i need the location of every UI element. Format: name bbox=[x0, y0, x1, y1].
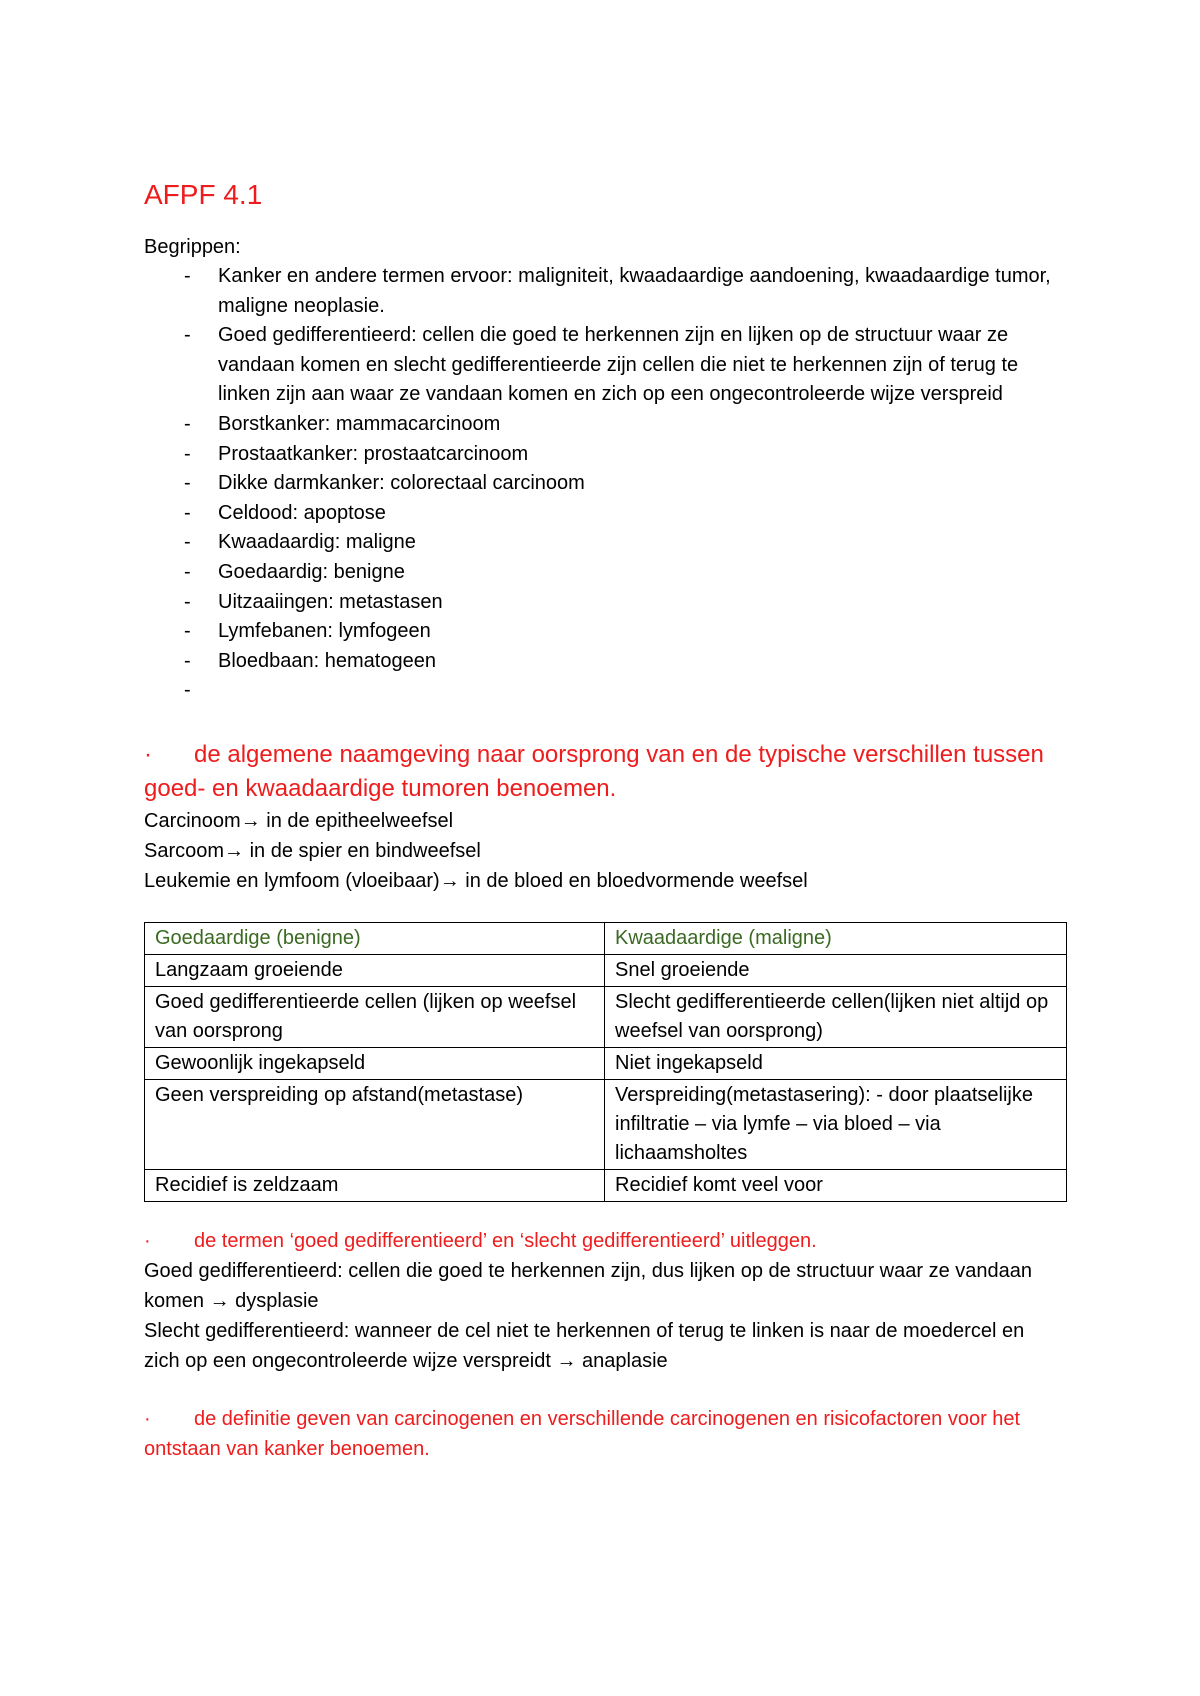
document-page bbox=[144, 178, 1064, 1464]
arrow-right-icon: → bbox=[556, 1350, 577, 1373]
table-cell: Geen verspreiding op afstand(metastase) bbox=[145, 1080, 605, 1170]
list-item: - Celdood: apoptose bbox=[184, 501, 386, 524]
table-cell: Slecht gedifferentieerde cellen(lijken niet altijd op weefsel van oorsprong) bbox=[605, 987, 1067, 1048]
table-cell: Snel groeiende bbox=[605, 955, 1067, 987]
arrow-right-icon: → bbox=[439, 870, 460, 893]
table-row bbox=[145, 1170, 1067, 1202]
paragraph-good-differentiated: Goed gedifferentieerd: cellen die goed te herkennen zijn, dus lijken op de structuur waar ze vandaan komen → dysplasie bbox=[144, 1260, 1032, 1313]
list-item: - Prostaatkanker: prostaatcarcinoom bbox=[184, 442, 529, 465]
section-heading-naming: · de algemene naamgeving naar oorsprong van en de typische verschillen tussen goed- en kwaadaardige tumoren benoemen. bbox=[144, 738, 1064, 806]
list-item: - Goedaardig: benigne bbox=[184, 560, 405, 583]
list-item: - Kanker en andere termen ervoor: maligniteit, kwaadaardige aandoening, kwaadaardige tumor, maligne neoplasie. bbox=[184, 265, 1051, 317]
table-row bbox=[145, 955, 1067, 987]
table-cell: Verspreiding(metastasering): - door plaatselijke infiltratie – via lymfe – via bloed – via lichaamsholtes bbox=[605, 1080, 1067, 1170]
bullet-icon: · bbox=[144, 741, 152, 769]
naming-line-carcinoom: Carcinoom→ in de epitheelweefsel bbox=[144, 810, 454, 833]
list-item: - Borstkanker: mammacarcinoom bbox=[184, 412, 501, 435]
list-item: - Lymfebanen: lymfogeen bbox=[184, 620, 431, 643]
terms-list: - Kanker en andere termen ervoor: maligniteit, kwaadaardige aandoening, kwaadaardige tumor, maligne neoplasie. - Goed gedifferentieerd: cellen die goed te herkennen zijn en lijken op de structuur waar ze vandaan komen en slecht gedifferentieerde zijn cellen die niet te herkennen zijn of terug te linken zijn aan waar ze vandaan komen en zich op een ongecontroleerde wijze verspreid - Borstkanker: mammacarcinoom - Prostaatkanker: prostaatcarcinoom - Dikke darmkanker: colorectaal carcinoom - Celdood: apoptose - Kwaadaardig: maligne - Goedaardig: benigne - Uitzaaiingen: metastasen - Lymfebanen: lymfogeen - Bloedbaan: hematogeen - bbox=[144, 262, 1064, 676]
document-title: AFPF 4.1 bbox=[144, 179, 263, 210]
naming-line-sarcoom: Sarcoom→ in de spier en bindweefsel bbox=[144, 840, 481, 863]
column-header-benign: Goedaardige (benigne) bbox=[145, 923, 605, 955]
list-item: - Bloedbaan: hematogeen bbox=[184, 649, 436, 672]
list-item: - Dikke darmkanker: colorectaal carcinoom bbox=[184, 472, 585, 495]
section-heading-differentiation: · de termen ‘goed gedifferentieerd’ en ‘slecht gedifferentieerd’ uitleggen. bbox=[144, 1226, 1064, 1256]
table-row bbox=[145, 987, 1067, 1048]
table-cell: Langzaam groeiende bbox=[145, 955, 605, 987]
arrow-right-icon: → bbox=[209, 1290, 230, 1313]
list-item: - Kwaadaardig: maligne bbox=[184, 531, 416, 554]
comparison-table bbox=[144, 922, 1067, 1202]
table-row bbox=[145, 1080, 1067, 1170]
table-row bbox=[145, 1048, 1067, 1080]
list-item: - Goed gedifferentieerd: cellen die goed te herkennen zijn en lijken op de structuur waar ze vandaan komen en slecht gedifferentieerde zijn cellen die niet te herkennen zijn of terug te linken zijn aan waar ze vandaan komen en zich op een ongecontroleerde wijze verspreid bbox=[184, 324, 1019, 406]
table-cell: Gewoonlijk ingekapseld bbox=[145, 1048, 605, 1080]
terms-label: Begrippen: bbox=[144, 236, 241, 258]
arrow-right-icon: → bbox=[240, 810, 261, 833]
table-cell: Recidief komt veel voor bbox=[605, 1170, 1067, 1202]
table-cell: Niet ingekapseld bbox=[605, 1048, 1067, 1080]
list-item: - Uitzaaiingen: metastasen bbox=[184, 590, 443, 613]
section-heading-carcinogens: · de definitie geven van carcinogenen en verschillende carcinogenen en risicofactoren voor het ontstaan van kanker benoemen. bbox=[144, 1404, 1064, 1464]
arrow-right-icon: → bbox=[224, 840, 245, 863]
table-header-row bbox=[145, 923, 1067, 955]
naming-line-leukemie: Leukemie en lymfoom (vloeibaar)→ in de bloed en bloedvormende weefsel bbox=[144, 870, 808, 893]
bullet-icon: · bbox=[144, 1230, 151, 1253]
paragraph-poor-differentiated: Slecht gedifferentieerd: wanneer de cel niet te herkennen of terug te linken is naar de moedercel en zich op een ongecontroleerde wijze verspreidt → anaplasie bbox=[144, 1320, 1025, 1373]
column-header-malignant: Kwaadaardige (maligne) bbox=[605, 923, 1067, 955]
table-cell: Recidief is zeldzaam bbox=[145, 1170, 605, 1202]
table-cell: Goed gedifferentieerde cellen (lijken op weefsel van oorsprong bbox=[145, 987, 605, 1048]
bullet-icon: · bbox=[144, 1408, 151, 1431]
